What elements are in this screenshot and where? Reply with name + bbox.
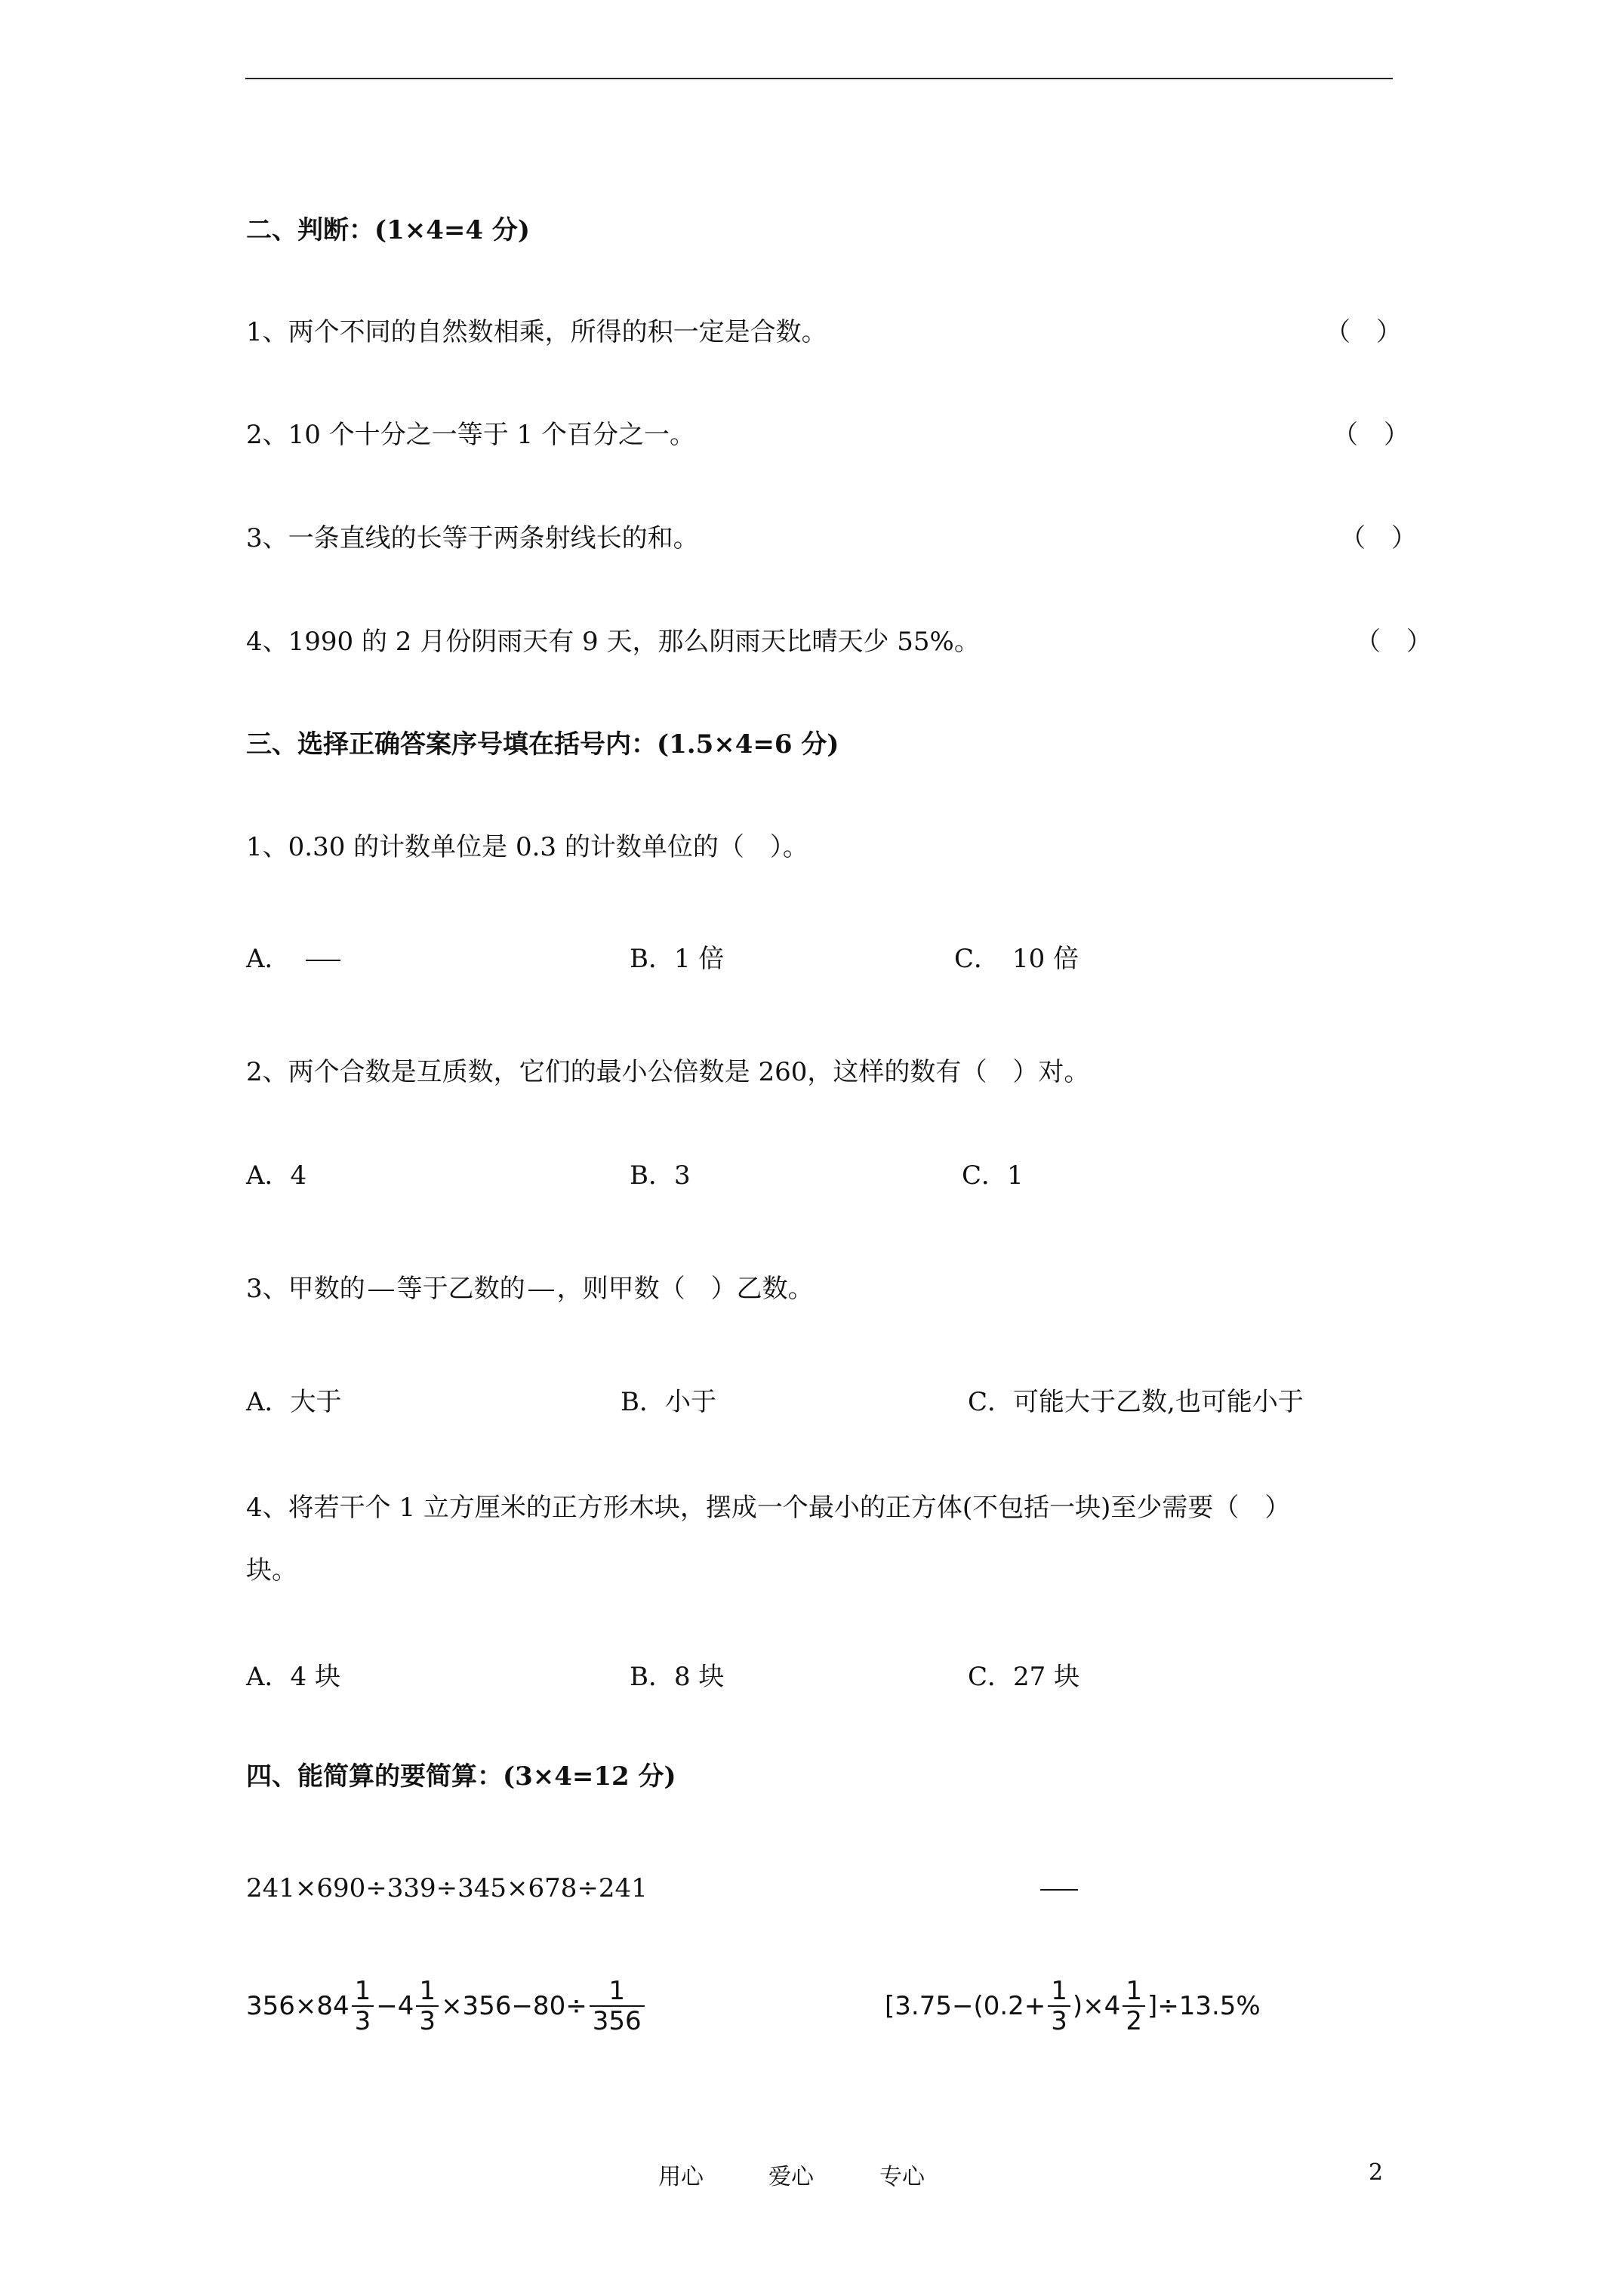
answer-paren-4[interactable]: （ ） (1355, 627, 1432, 657)
fraction: $\frac{1}{3}$ (416, 1977, 439, 2036)
choice-question-3: 3、甲数的 等于乙数的 ，则甲数（ ）乙数。 (246, 1274, 814, 1304)
judgment-item-3: 3、一条直线的长等于两条射线长的和。 (246, 523, 699, 553)
choice-question-4-line2: 块。 (246, 1555, 297, 1586)
choice-question-2: 2、两个合数是互质数，它们的最小公倍数是 260，这样的数有（ ）对。 (246, 1057, 1090, 1087)
expression-2-placeholder (1040, 1889, 1078, 1891)
q3-option-c[interactable]: C．可能大于乙数,也可能小于 (968, 1387, 1304, 1417)
judgment-item-1: 1、两个不同的自然数相乘，所得的积一定是合数。 (246, 317, 827, 347)
section-2-heading: 二、判断：(1×4=4 分) (246, 215, 530, 245)
footer-text-2: 爱心 (768, 2164, 814, 2190)
q4-option-c[interactable]: C．27 块 (968, 1662, 1080, 1692)
footer-text-3: 专心 (879, 2164, 925, 2190)
judgment-item-4: 4、1990 的 2 月份阴雨天有 9 天，那么阴雨天比晴天少 55%。 (246, 627, 980, 657)
choice-question-4-line1: 4、将若干个 1 立方厘米的正方形木块，摆成一个最小的正方体(不包括一块)至少需要（ ） (246, 1493, 1291, 1523)
fraction: 1 2 (1123, 1977, 1145, 2036)
q4-option-a[interactable]: A．4 块 (246, 1662, 340, 1692)
expression-3: 356×84 1 3 −4 $\frac{1}{3}$ ×356−80÷ $\frac{1}{356}$ (246, 1977, 647, 2036)
fraction: $\frac{1}{356}$ (590, 1977, 645, 2036)
answer-paren-2[interactable]: （ ） (1332, 420, 1409, 450)
header-rule (245, 78, 1393, 79)
answer-paren-3[interactable]: （ ） (1340, 523, 1417, 553)
q2-option-a[interactable]: A．4 (246, 1160, 307, 1191)
q2-option-b[interactable]: B．3 (630, 1160, 691, 1191)
choice-question-1: 1、0.30 的计数单位是 0.3 的计数单位的（ ）。 (246, 832, 808, 862)
q3-option-a[interactable]: A．大于 (246, 1387, 342, 1417)
expression-1: 241×690÷339÷345×678÷241 (246, 1873, 648, 1903)
page-number: 2 (1369, 2159, 1384, 2186)
q1-option-c[interactable]: C． 10 倍 (954, 944, 1079, 974)
q2-option-c[interactable]: C．1 (962, 1160, 1024, 1191)
fraction-placeholder (306, 960, 340, 961)
q1-option-a[interactable]: A． (246, 944, 340, 974)
judgment-item-2: 2、10 个十分之一等于 1 个百分之一。 (246, 420, 695, 450)
fraction-placeholder (528, 1290, 554, 1291)
q3-option-b[interactable]: B．小于 (621, 1387, 716, 1417)
footer-text-1: 用心 (658, 2164, 704, 2190)
q1-option-b[interactable]: B．1 倍 (630, 944, 725, 974)
section-3-heading: 三、选择正确答案序号填在括号内：(1.5×4=6 分) (246, 729, 839, 760)
answer-paren-1[interactable]: （ ） (1325, 317, 1402, 347)
fraction: $\frac{1}{3}$ (1048, 1977, 1070, 2036)
section-4-heading: 四、能简算的要简算：(3×4=12 分) (246, 1761, 676, 1792)
q4-option-b[interactable]: B．8 块 (630, 1662, 725, 1692)
fraction-placeholder (368, 1290, 394, 1291)
fraction: 1 3 (352, 1977, 374, 2036)
expression-4: [3.75−(0.2+ $\frac{1}{3}$ )×4 1 2 ]÷13.5% (885, 1976, 1261, 2036)
